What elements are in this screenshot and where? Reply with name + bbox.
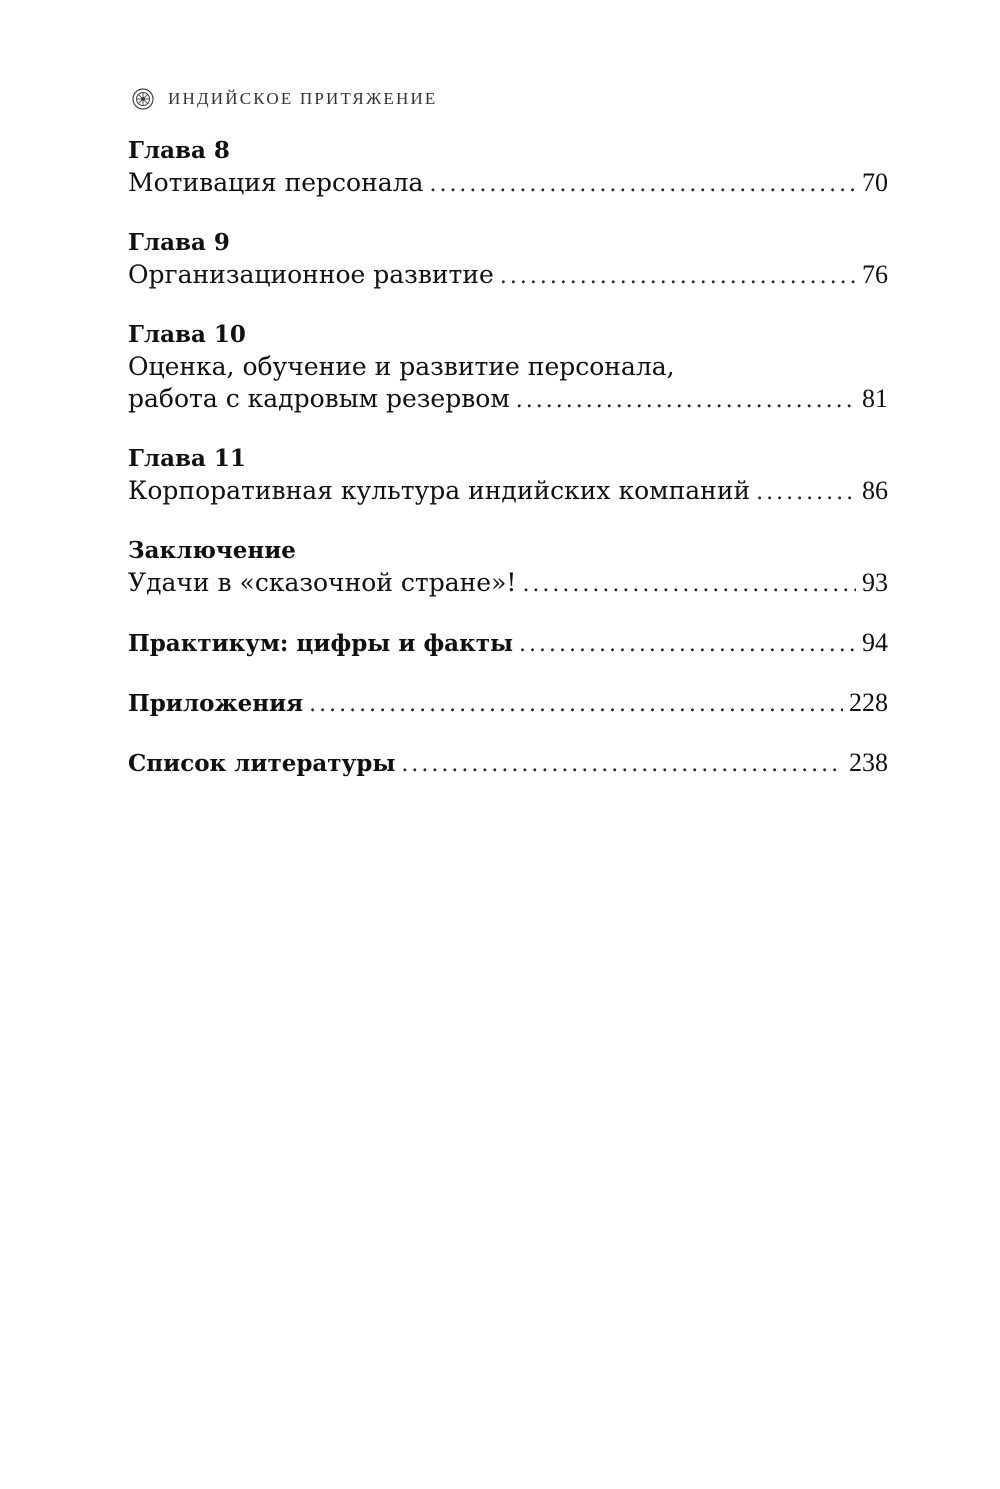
chapter-label: Глава 10 <box>128 321 246 348</box>
toc-entry-chapter-9 <box>128 227 888 293</box>
toc-entry-title: Удачи в «сказочной стране»! <box>128 568 517 597</box>
running-head <box>132 88 438 110</box>
chapter-label: Глава 8 <box>128 137 230 164</box>
dot-leader <box>309 689 843 721</box>
dot-leader <box>429 169 856 201</box>
page-number: 76 <box>862 260 888 289</box>
toc-entry-practicum <box>128 627 888 661</box>
toc-entry-title-line-1: Оценка, обучение и развитие персонала, <box>128 352 675 381</box>
chapter-label: Глава 9 <box>128 229 230 256</box>
page-number: 238 <box>849 748 888 777</box>
toc-line[interactable] <box>128 627 888 661</box>
page-number: 81 <box>862 384 888 413</box>
toc-line[interactable] <box>128 687 888 721</box>
page-number: 93 <box>862 568 888 597</box>
toc-entry-title: Практикум: цифры и факты <box>128 630 514 657</box>
toc-line[interactable] <box>128 259 888 293</box>
toc-line[interactable] <box>128 747 888 781</box>
running-title: ИНДИЙСКОЕ ПРИТЯЖЕНИЕ <box>168 89 438 108</box>
toc-entry-chapter-11 <box>128 443 888 509</box>
dot-leader <box>756 477 856 509</box>
toc-line[interactable] <box>128 167 888 201</box>
toc-entry-title: Мотивация персонала <box>128 168 424 197</box>
toc-line[interactable] <box>128 383 888 417</box>
dot-leader <box>401 749 843 781</box>
page-number: 228 <box>849 688 888 717</box>
page-number: 86 <box>862 476 888 505</box>
page-number: 94 <box>862 628 888 657</box>
toc-entry-conclusion <box>128 535 888 601</box>
toc-entry-title: Список литературы <box>128 750 396 777</box>
toc-entry-chapter-8 <box>128 135 888 201</box>
toc-entry-title: Корпоративная культура индийских компаний <box>128 476 751 505</box>
dot-leader <box>522 569 856 601</box>
toc-line[interactable] <box>128 475 888 509</box>
rosette-icon <box>132 88 154 110</box>
toc-entry-chapter-10 <box>128 319 888 417</box>
toc-entry-bibliography <box>128 747 888 781</box>
toc-line[interactable] <box>128 567 888 601</box>
dot-leader <box>500 261 856 293</box>
table-of-contents <box>128 135 888 781</box>
toc-entry-title: Приложения <box>128 690 304 717</box>
toc-entry-appendices <box>128 687 888 721</box>
dot-leader <box>516 385 856 417</box>
toc-entry-title: Организационное развитие <box>128 260 494 289</box>
dot-leader <box>519 629 856 661</box>
page-number: 70 <box>862 168 888 197</box>
chapter-label: Заключение <box>128 537 296 564</box>
toc-entry-title-line-2: работа с кадровым резервом <box>128 384 510 413</box>
chapter-label: Глава 11 <box>128 445 246 472</box>
